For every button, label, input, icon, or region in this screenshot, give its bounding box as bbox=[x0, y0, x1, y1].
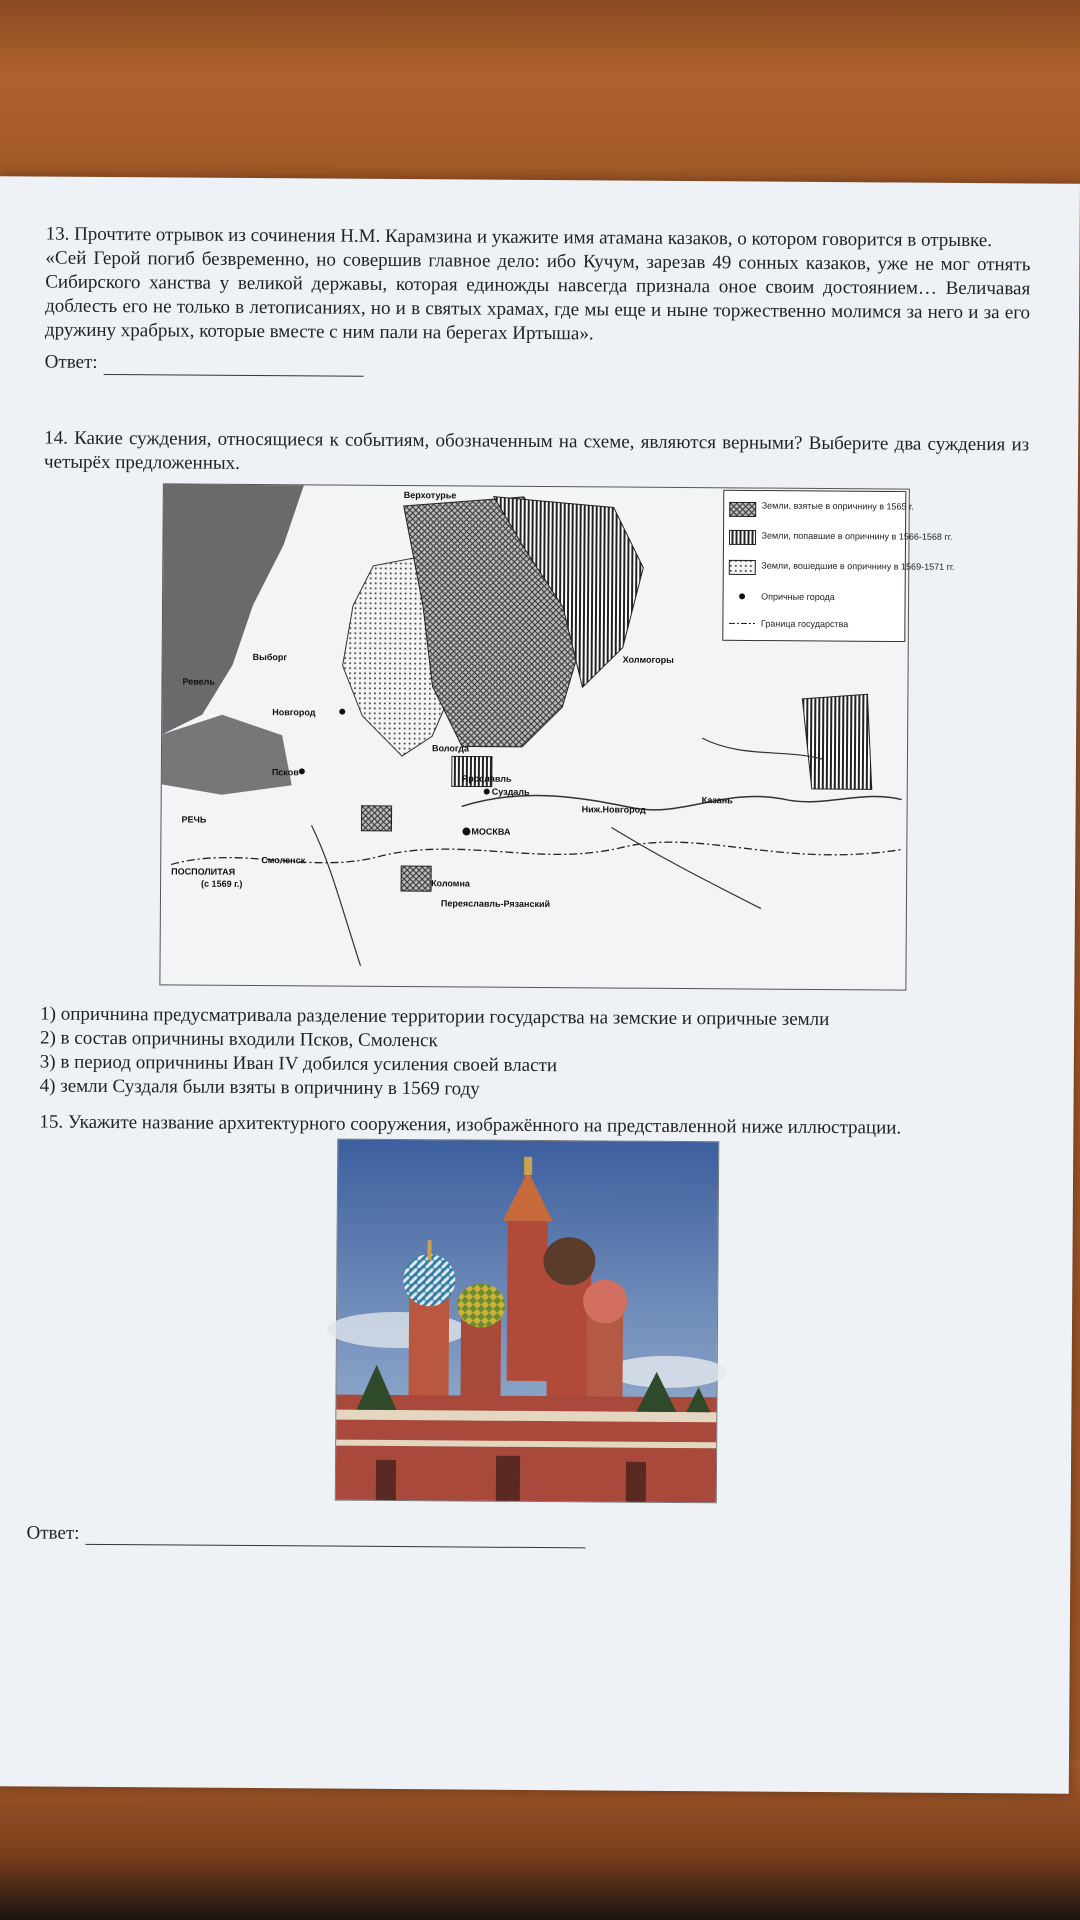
map-label-suzdal: Суздаль bbox=[491, 786, 530, 797]
legend-item: Земли, вошедшие в опричнину в 1569-1571 гг. bbox=[761, 560, 955, 572]
answer-line[interactable] bbox=[104, 356, 364, 377]
question-14-title: 14. Какие суждения, относящиеся к событиям, обозначенным на схеме, являются верными? Выберите два суждения из четырёх предложенных. bbox=[43, 427, 1030, 474]
question-13 bbox=[45, 223, 1031, 382]
map-label-moscow: МОСКВА bbox=[471, 826, 511, 837]
map-label-kolomna: Коломна bbox=[431, 878, 470, 889]
question-14 bbox=[44, 427, 1029, 482]
map-label-verkhoturye: Верхотурье bbox=[403, 490, 457, 501]
map-label-kolmogory: Холмогоры bbox=[622, 654, 674, 665]
option-1: 1) опричнина предусматривала разделение территории государства на земские и опричные земли bbox=[40, 1003, 830, 1031]
map-label-vyborg: Выборг bbox=[252, 652, 288, 663]
worksheet-page bbox=[0, 176, 1080, 1794]
answer-label: Ответ: bbox=[26, 1522, 80, 1544]
map-label-reval: Ревель bbox=[182, 676, 215, 687]
map-label-pereyaslavl: Переяславль-Рязанский bbox=[440, 898, 551, 910]
map-label-yaroslavl: Ярославль bbox=[461, 773, 512, 784]
option-3: 3) в период опричнины Иван IV добился усиления своей власти bbox=[39, 1051, 558, 1077]
answer-line[interactable] bbox=[85, 1526, 585, 1548]
question-15 bbox=[39, 1111, 1024, 1142]
cathedral-photo bbox=[335, 1139, 720, 1504]
map-label-kazan: Казань bbox=[701, 795, 733, 806]
map-label-pskov: Псков bbox=[271, 767, 299, 778]
question-13-quote: «Сей Герой погиб безвременно, но совершив главное дело: ибо Кучум, зарезав 49 сонных казаков, уже не мог отнять Сибирского ханства у великой державы, которая единожды навсегда признала оное своим достоянием… Величавая доблесть его не только в летописаниях, но и в святых храмах, где мы еще и ныне торжественно молимся за него и за его дружину храбрых, которые вместе с ним пали на берегах Иртыша». bbox=[44, 247, 1031, 345]
legend-item: Опричные города bbox=[761, 591, 835, 603]
question-15-answer bbox=[26, 1522, 585, 1548]
legend-item: Граница государства bbox=[760, 618, 849, 630]
legend-item: Земли, попавшие в опричнину в 1566-1568 гг. bbox=[761, 530, 953, 542]
option-2: 2) в состав опричнины входили Псков, Смоленск bbox=[39, 1027, 438, 1052]
map-label-smolensk: Смоленск bbox=[261, 855, 306, 866]
answer-label: Ответ: bbox=[44, 351, 98, 373]
question-13-answer bbox=[45, 351, 1030, 382]
map-label-rech: РЕЧЬ bbox=[181, 814, 207, 825]
map-label-year: (с 1569 г.) bbox=[201, 878, 243, 889]
map-label-nizhny: Ниж.Новгород bbox=[581, 804, 646, 815]
map-label-novgorod: Новгород bbox=[272, 707, 316, 718]
map-label-pospolitaya: ПОСПОЛИТАЯ bbox=[171, 866, 236, 877]
option-4: 4) земли Суздаля были взяты в опричнину в 1569 году bbox=[39, 1075, 480, 1100]
map-label-vologda: Вологда bbox=[431, 743, 470, 754]
question-13-title: 13. Прочтите отрывок из сочинения Н.М. Карамзина и укажите имя атамана казаков, о котором говорится в отрывке. bbox=[45, 223, 993, 252]
oprichnina-map bbox=[159, 483, 955, 990]
legend-item: Земли, взятые в опричнину в 1565 г. bbox=[761, 500, 914, 512]
question-15-title: 15. Укажите название архитектурного сооружения, изображённого на представленной ниже иллюстрации. bbox=[39, 1111, 902, 1139]
question-14-options bbox=[40, 1003, 1026, 1106]
